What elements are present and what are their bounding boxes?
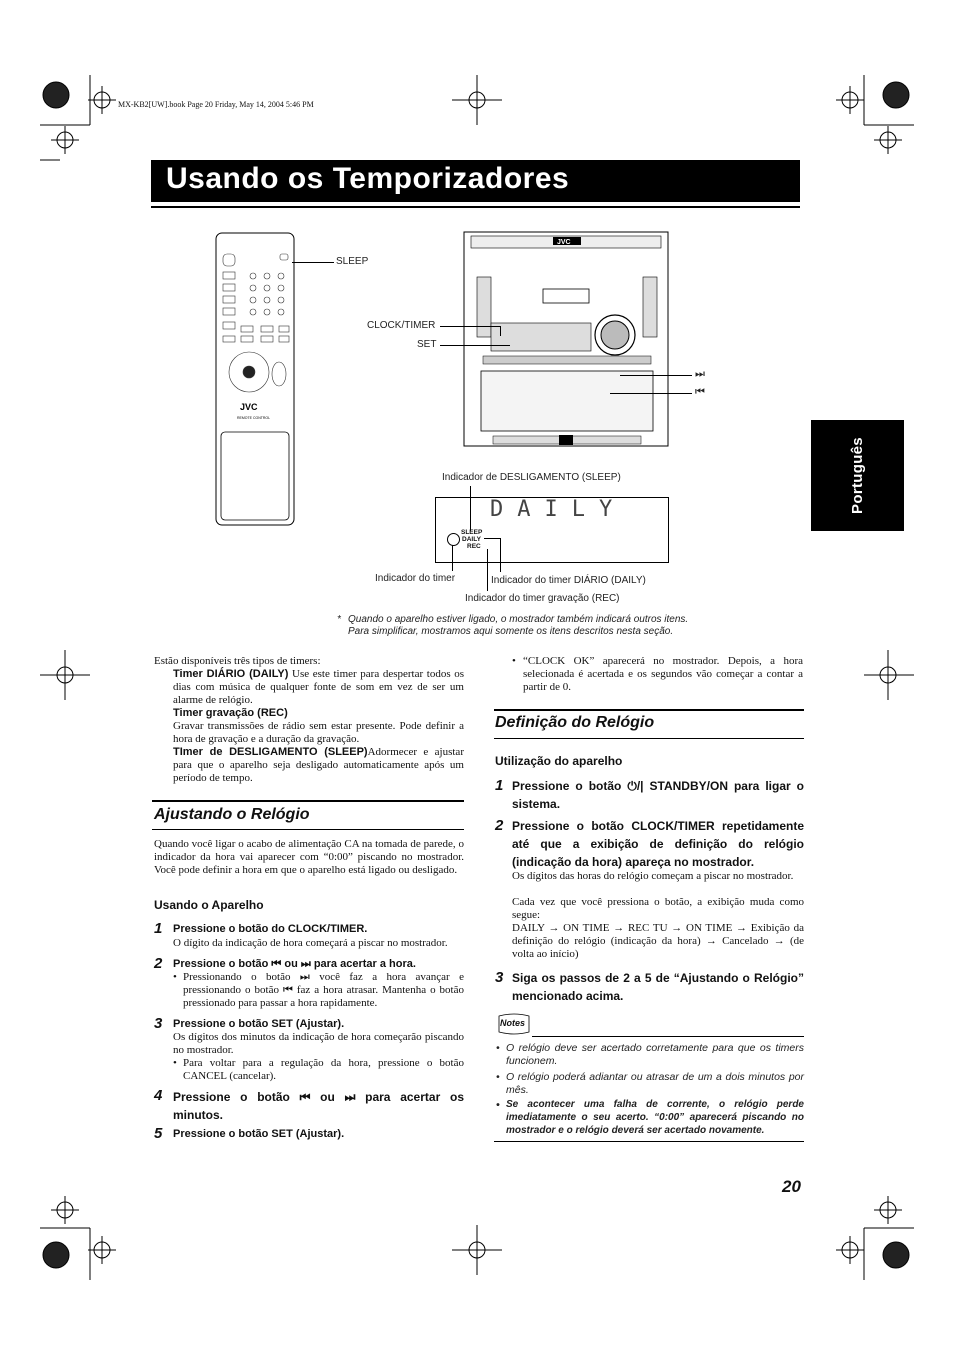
file-info-header: MX-KB2[UW].book Page 20 Friday, May 14, 2004 5:46 PM bbox=[118, 100, 314, 109]
clock-ok-bullet-dot: • bbox=[512, 655, 516, 667]
footnote-mark: * bbox=[337, 614, 341, 625]
label-sleep: SLEEP bbox=[336, 256, 369, 267]
label-rec-indicator: Indicador do timer gravação (REC) bbox=[465, 593, 620, 604]
definicao-rule-bottom bbox=[494, 738, 804, 739]
sleep-leader bbox=[292, 262, 334, 263]
clock-ok-bullet: “CLOCK OK” aparecerá no mostrador. Depois, a hora selecionada é acertada e os segundos vão começar a contar a partir de 0. bbox=[523, 655, 803, 693]
ajustando-rule-bottom bbox=[152, 829, 464, 830]
ajustando-step1: Pressione o botão do CLOCK/TIMER. bbox=[173, 923, 368, 935]
note1: O relógio deve ser acertado corretamente para que os timers funcionem. bbox=[506, 1042, 804, 1067]
note2-dot: • bbox=[496, 1071, 500, 1083]
display-indicator-rec: REC bbox=[467, 543, 481, 550]
timer-indicator-leader bbox=[452, 545, 453, 571]
ajustando-step3-bullet-dot: • bbox=[173, 1057, 177, 1069]
definicao-step1-num: 1 bbox=[495, 777, 504, 794]
label-timer-indicator: Indicador do timer bbox=[375, 573, 456, 584]
note1-dot: • bbox=[496, 1042, 500, 1054]
intro-sleep-text: Adormecer e ajustar para que o aparelho seja desligado automaticamente após um período de tempo. bbox=[173, 746, 464, 784]
label-sleep-indicator: Indicador de DESLIGAMENTO (SLEEP) bbox=[442, 472, 621, 483]
daily-indicator-leader-h bbox=[484, 538, 500, 539]
definicao-rule-top bbox=[494, 709, 804, 711]
definicao-step2-desc1: Os dígitos das horas do relógio começam a piscar no mostrador. bbox=[512, 870, 794, 882]
svg-text:JVC: JVC bbox=[240, 402, 258, 412]
ajustando-step3: Pressione o botão SET (Ajustar). bbox=[173, 1018, 345, 1030]
definicao-step2-desc2: Cada vez que você pressiona o botão, a exibição muda como segue: bbox=[512, 896, 804, 921]
definicao-step3-num: 3 bbox=[495, 969, 504, 986]
intro-sleep-label: TImer de DESLIGAMENTO (SLEEP) bbox=[173, 746, 368, 758]
notes-rule-bottom bbox=[494, 1141, 804, 1142]
clock-timer-leader-v bbox=[500, 326, 501, 336]
definicao-step2-seq: DAILY → ON TIME → REC TU → ON TIME → Exibição da definição do relógio (indicação da hora) → Cancelado → (de volta ao início) bbox=[512, 922, 804, 960]
ajustando-step3-num: 3 bbox=[154, 1015, 163, 1032]
ajustando-step2: Pressione o botão ⏮ ou ⏭ para acertar a hora. bbox=[173, 958, 416, 970]
stereo-unit-illustration bbox=[463, 231, 669, 453]
footnote-line1: Quando o aparelho estiver ligado, o mostrador também indicará outros itens. bbox=[348, 614, 689, 625]
note3-dot: • bbox=[496, 1099, 500, 1111]
ajustando-step2-num: 2 bbox=[154, 955, 163, 972]
ajustando-step5-num: 5 bbox=[154, 1125, 163, 1142]
definicao-step3: Siga os passos de 2 a 5 de “Ajustando o Relógio” mencionado acima. bbox=[512, 971, 804, 1003]
ajustando-step4: Pressione o botão ⏮ ou ⏭ para acertar os minutos. bbox=[173, 1090, 464, 1122]
intro-rec bbox=[173, 707, 464, 746]
intro-daily-text: Use este timer para despertar todos os dias com música de qualquer fonte de som em vez de ser um alarme de relógio. bbox=[173, 668, 465, 706]
definicao-step2: Pressione o botão CLOCK/TIMER repetidamente até que a exibição de definição do relógio (indicação da hora) apareça no mostrador. bbox=[512, 819, 804, 869]
display-daily-text: DAILY bbox=[490, 497, 627, 522]
definicao-subheading: Utilização do aparelho bbox=[495, 754, 623, 768]
page-number: 20 bbox=[782, 1177, 801, 1196]
definicao-heading: Definição do Relógio bbox=[495, 714, 655, 731]
note2: O relógio poderá adiantar ou atrasar de um a dois minutos por mês. bbox=[506, 1071, 804, 1096]
note3: Se acontecer uma falha de corrente, o relógio perde imediatamente o seu acerto. “0:00” aparecerá piscando no mostrador e o relógio deverá ser acertado novamente. bbox=[506, 1099, 804, 1136]
ajustando-step2-bullet: Pressionando o botão ⏭ você faz a hora avançar e pressionando o botão ⏮ faz a hora atrasar. Mantenha o botão pressionado para passar a hora rapidamente. bbox=[183, 971, 464, 1009]
ajustando-intro: Quando você ligar o acabo de alimentação CA na tomada de parede, o indicador da hora vai aparecer com “0:00” piscando no mostrador. Você pode definir a hora em que o aparelho está ligado ou desligado. bbox=[154, 838, 464, 876]
clock-timer-leader bbox=[440, 326, 500, 327]
ajustando-subheading: Usando o Aparelho bbox=[154, 898, 264, 912]
daily-indicator-leader bbox=[500, 538, 501, 572]
set-leader bbox=[440, 345, 510, 346]
intro-daily bbox=[173, 668, 464, 707]
intro-rec-text: Gravar transmissões de rádio sem estar presente. Pode definir a hora de gravação e a duração da gravação. bbox=[173, 720, 464, 745]
label-set: SET bbox=[417, 339, 437, 350]
definicao-step2-num: 2 bbox=[495, 817, 504, 834]
svg-text:REMOTE CONTROL: REMOTE CONTROL bbox=[237, 416, 271, 420]
intro-lead: Estão disponíveis três tipos de timers: bbox=[154, 655, 321, 667]
next-leader bbox=[620, 375, 692, 376]
rec-indicator-leader bbox=[487, 549, 488, 591]
display-indicator-daily: DAILY bbox=[462, 536, 481, 543]
intro-rec-label: Timer gravação (REC) bbox=[173, 707, 288, 719]
ajustando-step3-bullet: Para voltar para a regulação da hora, pressione o botão CANCEL (cancelar). bbox=[183, 1057, 464, 1082]
ajustando-heading: Ajustando o Relógio bbox=[154, 806, 310, 823]
page-title: Usando os Temporizadores bbox=[166, 162, 570, 195]
notes-rule-top bbox=[532, 1036, 804, 1037]
label-next: ⏭ bbox=[695, 368, 705, 380]
timer-clock-icon bbox=[447, 533, 460, 546]
notes-label: Notes bbox=[500, 1018, 526, 1028]
ajustando-step1-num: 1 bbox=[154, 920, 163, 937]
ajustando-rule-top bbox=[152, 800, 464, 802]
ajustando-step4-num: 4 bbox=[154, 1087, 163, 1104]
language-tab bbox=[811, 420, 904, 531]
footnote-line2: Para simplificar, mostramos aqui somente os itens descritos nesta seção. bbox=[348, 626, 674, 637]
display-indicator-sleep: SLEEP bbox=[461, 529, 483, 536]
svg-text:JVC: JVC bbox=[557, 239, 571, 246]
ajustando-step1-desc: O dígito da indicação de hora começará a piscar no mostrador. bbox=[173, 937, 448, 949]
label-clock-timer: CLOCK/TIMER bbox=[367, 320, 436, 331]
language-tab-label: Português bbox=[849, 437, 866, 514]
intro-daily-label: Timer DIÁRIO (DAILY) bbox=[173, 668, 289, 680]
title-rule bbox=[151, 206, 800, 208]
ajustando-step2-bullet-dot: • bbox=[173, 971, 177, 983]
label-prev: ⏮ bbox=[695, 386, 705, 398]
ajustando-step3-desc: Os dígitos dos minutos da indicação de hora começarão piscando no mostrador. bbox=[173, 1031, 464, 1056]
remote-control-illustration bbox=[215, 232, 295, 527]
definicao-step1: Pressione o botão ⏻/| STANDBY/ON para ligar o sistema. bbox=[512, 779, 804, 811]
ajustando-step5: Pressione o botão SET (Ajustar). bbox=[173, 1128, 345, 1140]
prev-leader bbox=[610, 393, 692, 394]
intro-sleep bbox=[173, 746, 464, 785]
label-daily-indicator: Indicador do timer DIÁRIO (DAILY) bbox=[491, 575, 646, 586]
